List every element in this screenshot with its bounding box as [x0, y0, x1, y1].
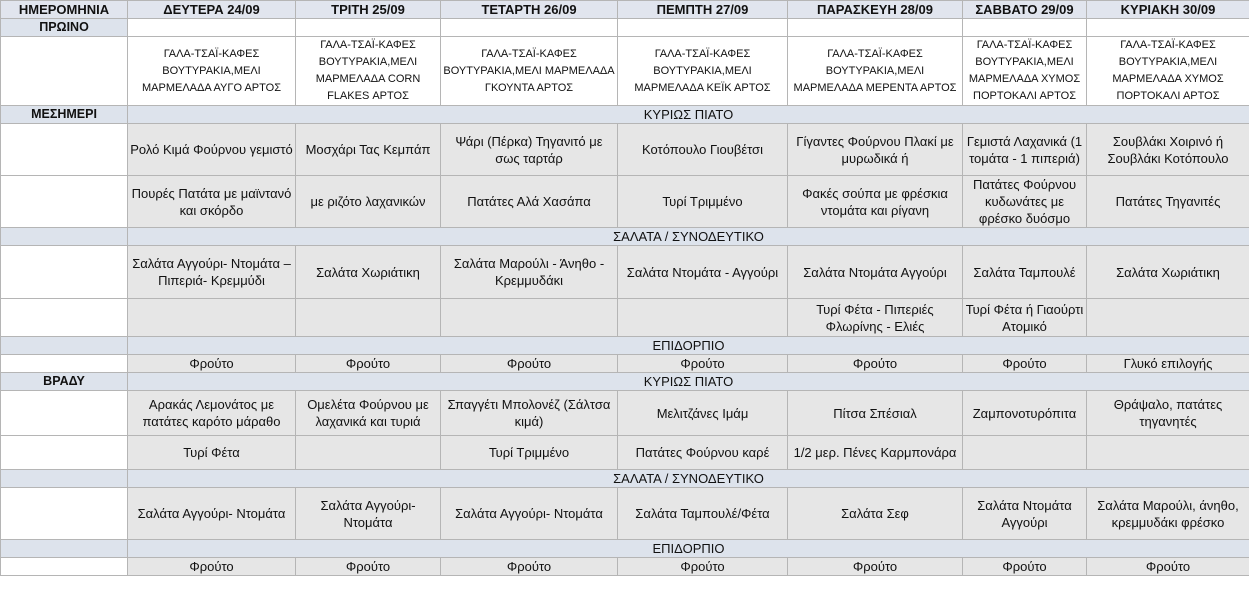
meal-label-breakfast: ΠΡΩΙΝΟ — [1, 19, 128, 37]
breakfast-cell: ΓΑΛΑ-ΤΣΑΪ-ΚΑΦΕΣ ΒΟΥΤΥΡΑΚΙΑ,ΜΕΛΙ ΜΑΡΜΕΛΑΔΑ CORN FLAKES ΑΡΤΟΣ — [296, 37, 441, 106]
empty-cell — [1, 355, 128, 373]
menu-cell: Σαλάτα Ντομάτα Αγγούρι — [788, 246, 963, 299]
empty-cell — [1, 228, 128, 246]
menu-cell: Σαλάτα Αγγούρι- Ντομάτα – Πιπεριά- Κρεμμύδι — [128, 246, 296, 299]
menu-cell — [963, 436, 1087, 470]
menu-cell: Φακές σούπα με φρέσκια ντομάτα και ρίγανη — [788, 176, 963, 228]
section-dessert: ΕΠΙΔΟΡΠΙΟ — [128, 540, 1249, 558]
section-dessert: ΕΠΙΔΟΡΠΙΟ — [128, 337, 1249, 355]
empty-cell — [618, 19, 788, 37]
menu-cell: Ψάρι (Πέρκα) Τηγανιτό με σως ταρτάρ — [441, 124, 618, 176]
section-main-course: ΚΥΡΙΩΣ ΠΙΑΤΟ — [128, 106, 1249, 124]
dinner-main-row — [1, 391, 1249, 436]
section-salad: ΣΑΛΑΤΑ / ΣΥΝΟΔΕΥΤΙΚΟ — [128, 228, 1249, 246]
day-header: ΠΕΜΠΤΗ 27/09 — [618, 1, 788, 19]
dinner-dessert-label-row — [1, 540, 1249, 558]
menu-cell: Σαλάτα Μαρούλι, άνηθο, κρεμμυδάκι φρέσκο — [1087, 488, 1249, 540]
menu-cell: Πατάτες Φούρνου κυδωνάτες με φρέσκο δυόσμο — [963, 176, 1087, 228]
menu-cell: Σαλάτα Χωριάτικη — [1087, 246, 1249, 299]
day-header: ΣΑΒΒΑΤΟ 29/09 — [963, 1, 1087, 19]
empty-cell — [1, 540, 128, 558]
menu-cell — [296, 299, 441, 337]
menu-cell: Ομελέτα Φούρνου με λαχανικά και τυριά — [296, 391, 441, 436]
menu-cell: Φρούτο — [1087, 558, 1249, 576]
lunch-salad-extra-row — [1, 299, 1249, 337]
menu-cell: Μελιτζάνες Ιμάμ — [618, 391, 788, 436]
menu-cell: Τυρί Φέτα — [128, 436, 296, 470]
menu-cell: Κοτόπουλο Γιουβέτσι — [618, 124, 788, 176]
section-salad: ΣΑΛΑΤΑ / ΣΥΝΟΔΕΥΤΙΚΟ — [128, 470, 1249, 488]
dinner-label-row — [1, 373, 1249, 391]
menu-cell: Σαλάτα Χωριάτικη — [296, 246, 441, 299]
menu-cell: Πίτσα Σπέσιαλ — [788, 391, 963, 436]
menu-cell: με ριζότο λαχανικών — [296, 176, 441, 228]
empty-cell — [1, 436, 128, 470]
breakfast-cell: ΓΑΛΑ-ΤΣΑΪ-ΚΑΦΕΣ ΒΟΥΤΥΡΑΚΙΑ,ΜΕΛΙ ΜΑΡΜΕΛΑΔΑ ΧΥΜΟΣ ΠΟΡΤΟΚΑΛΙ ΑΡΤΟΣ — [963, 37, 1087, 106]
lunch-salad-label-row — [1, 228, 1249, 246]
menu-cell: Μοσχάρι Τας Κεμπάπ — [296, 124, 441, 176]
menu-cell: Φρούτο — [963, 355, 1087, 373]
menu-cell: Σουβλάκι Χοιρινό ή Σουβλάκι Κοτόπουλο — [1087, 124, 1249, 176]
menu-cell: Φρούτο — [441, 558, 618, 576]
menu-cell — [441, 299, 618, 337]
lunch-main-row — [1, 124, 1249, 176]
empty-cell — [1, 299, 128, 337]
breakfast-cell: ΓΑΛΑ-ΤΣΑΪ-ΚΑΦΕΣ ΒΟΥΤΥΡΑΚΙΑ,ΜΕΛΙ ΜΑΡΜΕΛΑΔΑ ΓΚΟΥΝΤΑ ΑΡΤΟΣ — [441, 37, 618, 106]
menu-cell: Γίγαντες Φούρνου Πλακί με μυρωδικά ή — [788, 124, 963, 176]
menu-cell: Φρούτο — [963, 558, 1087, 576]
menu-cell: Φρούτο — [296, 355, 441, 373]
empty-cell — [963, 19, 1087, 37]
empty-cell — [1087, 19, 1249, 37]
menu-cell: Τυρί Φέτα ή Γιαούρτι Ατομικό — [963, 299, 1087, 337]
menu-cell: Θράψαλο, πατάτες τηγανητές — [1087, 391, 1249, 436]
menu-cell: Τυρί Τριμμένο — [441, 436, 618, 470]
menu-cell: Σαλάτα Σεφ — [788, 488, 963, 540]
menu-cell: Πουρές Πατάτα με μαϊντανό και σκόρδο — [128, 176, 296, 228]
lunch-side-row — [1, 176, 1249, 228]
menu-cell — [618, 299, 788, 337]
menu-cell: Ζαμπονοτυρόπιτα — [963, 391, 1087, 436]
menu-cell: Σαλάτα Αγγούρι- Ντομάτα — [128, 488, 296, 540]
menu-cell: Αρακάς Λεμονάτος με πατάτες καρότο μάραθο — [128, 391, 296, 436]
empty-cell — [441, 19, 618, 37]
breakfast-cell: ΓΑΛΑ-ΤΣΑΪ-ΚΑΦΕΣ ΒΟΥΤΥΡΑΚΙΑ,ΜΕΛΙ ΜΑΡΜΕΛΑΔΑ ΧΥΜΟΣ ΠΟΡΤΟΚΑΛΙ ΑΡΤΟΣ — [1087, 37, 1249, 106]
menu-cell — [296, 436, 441, 470]
menu-cell: Σαλάτα Ταμπουλέ — [963, 246, 1087, 299]
menu-cell: Σαλάτα Ντομάτα - Αγγούρι — [618, 246, 788, 299]
meal-label-lunch: ΜΕΣΗΜΕΡΙ — [1, 106, 128, 124]
lunch-label-row — [1, 106, 1249, 124]
empty-cell — [1, 246, 128, 299]
breakfast-cell: ΓΑΛΑ-ΤΣΑΪ-ΚΑΦΕΣ ΒΟΥΤΥΡΑΚΙΑ,ΜΕΛΙ ΜΑΡΜΕΛΑΔΑ ΑΥΓΟ ΑΡΤΟΣ — [128, 37, 296, 106]
dinner-side-row — [1, 436, 1249, 470]
empty-cell — [1, 470, 128, 488]
day-header: ΔΕΥΤΕΡΑ 24/09 — [128, 1, 296, 19]
menu-cell: Γεμιστά Λαχανικά (1 τομάτα - 1 πιπεριά) — [963, 124, 1087, 176]
menu-cell: Φρούτο — [128, 558, 296, 576]
menu-cell: Σπαγγέτι Μπολονέζ (Σάλτσα κιμά) — [441, 391, 618, 436]
menu-cell: Τυρί Φέτα - Πιπεριές Φλωρίνης - Ελιές — [788, 299, 963, 337]
menu-cell: Φρούτο — [296, 558, 441, 576]
breakfast-cell: ΓΑΛΑ-ΤΣΑΪ-ΚΑΦΕΣ ΒΟΥΤΥΡΑΚΙΑ,ΜΕΛΙ ΜΑΡΜΕΛΑΔΑ ΜΕΡΕΝΤΑ ΑΡΤΟΣ — [788, 37, 963, 106]
day-header: ΚΥΡΙΑΚΗ 30/09 — [1087, 1, 1249, 19]
menu-cell: Φρούτο — [618, 355, 788, 373]
dinner-dessert-row — [1, 558, 1249, 576]
menu-cell: Φρούτο — [788, 558, 963, 576]
breakfast-cell: ΓΑΛΑ-ΤΣΑΪ-ΚΑΦΕΣ ΒΟΥΤΥΡΑΚΙΑ,ΜΕΛΙ ΜΑΡΜΕΛΑΔΑ ΚΕΪΚ ΑΡΤΟΣ — [618, 37, 788, 106]
empty-cell — [1, 558, 128, 576]
lunch-dessert-label-row — [1, 337, 1249, 355]
breakfast-row — [1, 37, 1249, 106]
dinner-salad-row — [1, 488, 1249, 540]
section-main-course: ΚΥΡΙΩΣ ΠΙΑΤΟ — [128, 373, 1249, 391]
menu-cell: Σαλάτα Μαρούλι - Άνηθο - Κρεμμυδάκι — [441, 246, 618, 299]
menu-cell — [1087, 299, 1249, 337]
day-header: ΠΑΡΑΣΚΕΥΗ 28/09 — [788, 1, 963, 19]
menu-cell: Πατάτες Τηγανιτές — [1087, 176, 1249, 228]
menu-cell: Ρολό Κιμά Φούρνου γεμιστό — [128, 124, 296, 176]
dinner-salad-label-row — [1, 470, 1249, 488]
date-header: ΗΜΕΡΟΜΗΝΙΑ — [1, 1, 128, 19]
empty-cell — [1, 176, 128, 228]
empty-cell — [1, 391, 128, 436]
day-header: ΤΕΤΑΡΤΗ 26/09 — [441, 1, 618, 19]
menu-cell: Σαλάτα Ταμπουλέ/Φέτα — [618, 488, 788, 540]
empty-cell — [1, 337, 128, 355]
empty-cell — [1, 488, 128, 540]
empty-cell — [1, 124, 128, 176]
menu-cell: Σαλάτα Αγγούρι- Ντομάτα — [296, 488, 441, 540]
menu-cell: Πατάτες Αλά Χασάπα — [441, 176, 618, 228]
breakfast-label-row — [1, 19, 1249, 37]
meal-label-dinner: ΒΡΑΔΥ — [1, 373, 128, 391]
menu-cell: Φρούτο — [618, 558, 788, 576]
menu-cell: Φρούτο — [128, 355, 296, 373]
empty-cell — [788, 19, 963, 37]
menu-cell: Φρούτο — [441, 355, 618, 373]
menu-cell — [1087, 436, 1249, 470]
lunch-salad-row — [1, 246, 1249, 299]
menu-cell — [128, 299, 296, 337]
menu-cell: 1/2 μερ. Πένες Καρμπονάρα — [788, 436, 963, 470]
lunch-dessert-row — [1, 355, 1249, 373]
menu-cell: Σαλάτα Αγγούρι- Ντομάτα — [441, 488, 618, 540]
empty-cell — [296, 19, 441, 37]
menu-cell: Τυρί Τριμμένο — [618, 176, 788, 228]
menu-cell: Φρούτο — [788, 355, 963, 373]
empty-cell — [1, 37, 128, 106]
empty-cell — [128, 19, 296, 37]
menu-cell: Πατάτες Φούρνου καρέ — [618, 436, 788, 470]
menu-cell: Γλυκό επιλογής — [1087, 355, 1249, 373]
day-header: ΤΡΙΤΗ 25/09 — [296, 1, 441, 19]
menu-cell: Σαλάτα Ντομάτα Αγγούρι — [963, 488, 1087, 540]
header-row — [1, 1, 1249, 19]
